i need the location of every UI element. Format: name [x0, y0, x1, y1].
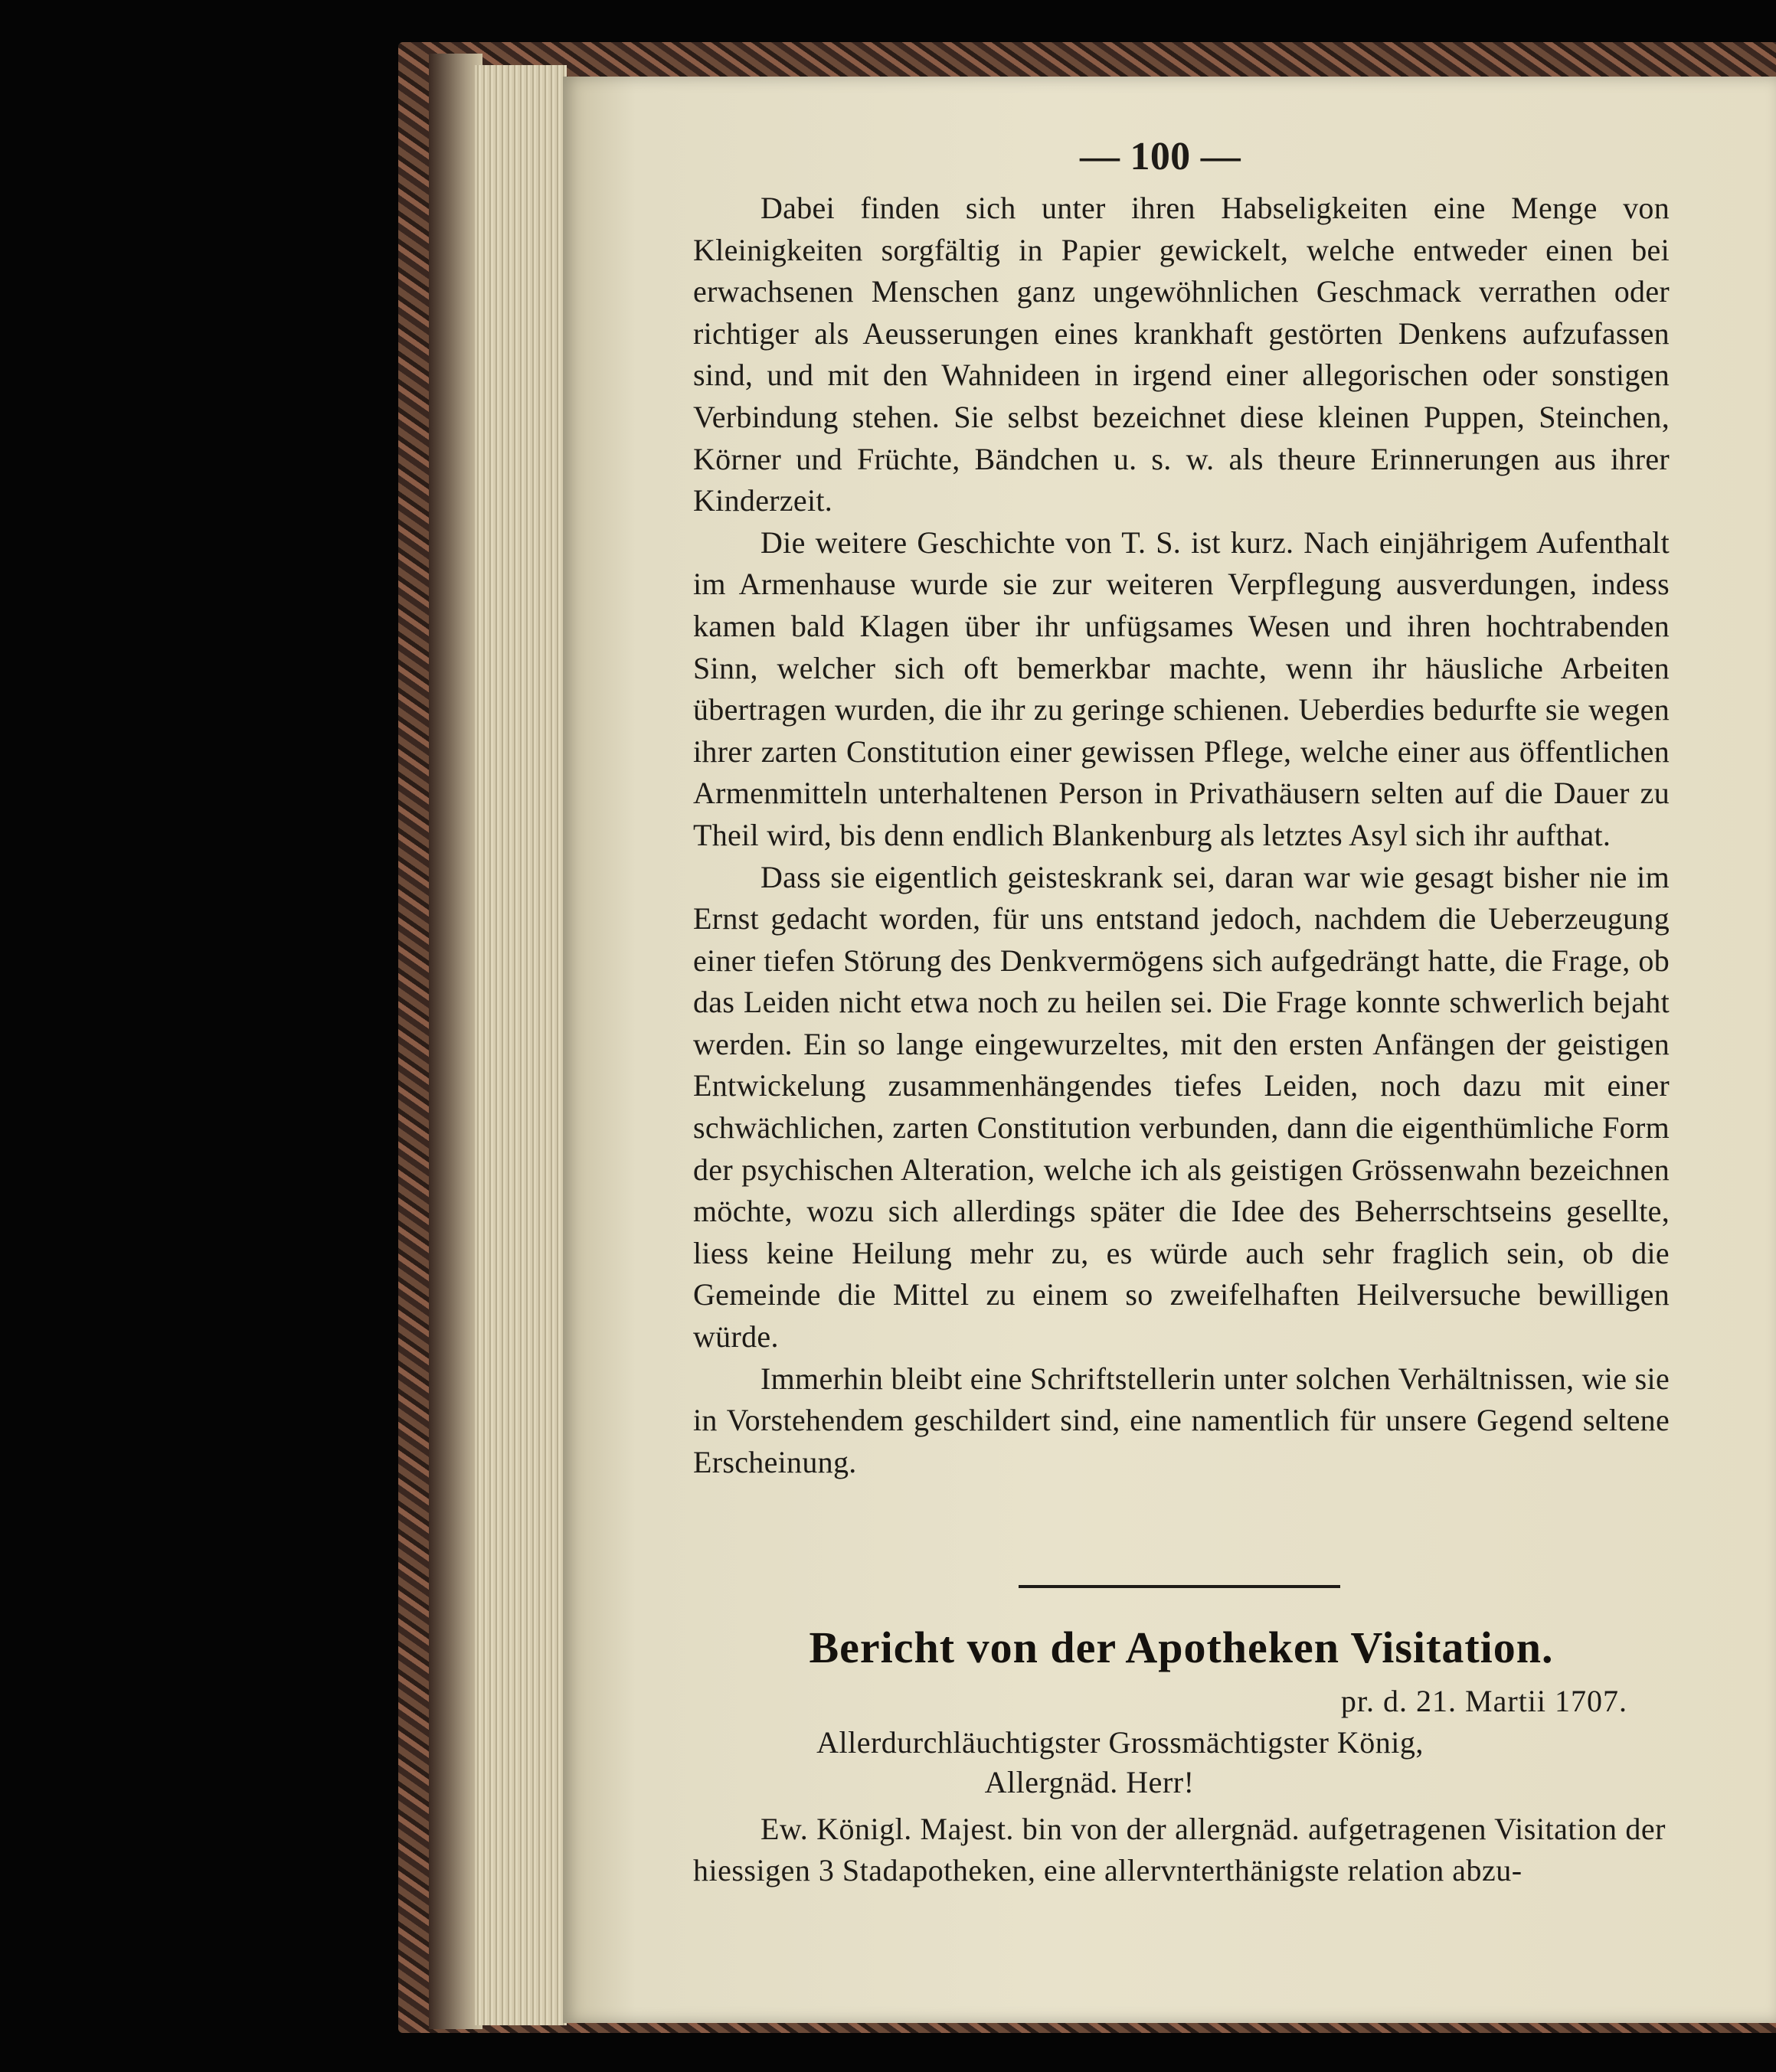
paragraph-2: Die weitere Geschichte von T. S. ist kurz. Nach einjährigem Aufenthalt im Armenhause wurde sie zur weiteren Verpflegung ausverdungen, indess kamen bald Klagen über ihr unfügsames Wesen und ihren hochtrabenden Sinn, welcher sich oft bemerkbar machte, wenn ihr häusliche Arbeiten übertragen wurden, die ihr zu geringe schienen. Ueberdies bedurfte sie wegen ihrer zarten Constitution einer gewissen Pflege, welche einer aus öffentlichen Armenmitteln unterhaltenen Person in Privathäusern selten auf die Dauer zu Theil wird, bis denn endlich Blankenburg als letztes Asyl sich ihr aufthat. [693, 525, 1670, 852]
paragraph-1: Dabei finden sich unter ihren Habseligkeiten eine Menge von Kleinigkeiten sorgfältig in Papier gewickelt, welche entweder einen bei erwachsenen Menschen ganz ungewöhnlichen Geschmack verrathen oder richtiger als Aeusserungen eines krankhaft gestörten Denkens aufzufassen sind, und mit den Wahnideen in irgend einer allegorischen oder sonstigen Verbindung stehen. Sie selbst bezeichnet diese kleinen Puppen, Steinchen, Körner und Früchte, Bändchen u. s. w. als theure Erinnerungen aus ihrer Kinderzeit. [693, 191, 1670, 518]
letter-body: Ew. Königl. Majest. bin von der allergnäd. aufgetragenen Visitation der hiessigen 3 Stadapotheken, eine allervnterthänigste relation abzu- [693, 1812, 1666, 1887]
page-number: — 100 — [1079, 135, 1241, 178]
page-stack [475, 65, 567, 2025]
paragraph-3: Dass sie eigentlich geisteskrank sei, daran war wie gesagt bisher nie im Ernst gedacht worden, für uns entstand jedoch, nachdem die Ueberzeugung einer tiefen Störung des Denkvermögens sich aufgedrängt hatte, die Frage, ob das Leiden nicht etwa noch zu heilen sei. Die Frage konnte schwerlich bejaht werden. Ein so lange eingewurzeltes, mit den ersten Anfängen der geistigen Entwickelung zusammenhängendes tiefes Leiden, noch dazu mit einer schwächlichen, zarten Constitution verbunden, dann die eigenthümliche Form der psychischen Alteration, welche ich als geistigen Grössenwahn bezeichnen möchte, wozu sich allerdings später die Idee des Beherrschtseins gesellte, liess keine Heilung mehr zu, es würde auch sehr fraglich sein, ob die Gemeinde die Mittel zu einem so zweifelhaften Heilversuche bewilligen würde. [693, 859, 1670, 1355]
article-title: Bericht von der Apotheken Visitation. [809, 1623, 1554, 1672]
paragraph-4: Immerhin bleibt eine Schriftstellerin unter solchen Verhältnissen, wie sie in Vorstehendem geschildert sind, eine namentlich für unsere Gegend seltene Erscheinung. [693, 1361, 1670, 1479]
body-text [693, 126, 1670, 1483]
salutation-line-1: Allerdurchläuchtigster Grossmächtigster König, [816, 1725, 1424, 1760]
section-divider [1019, 1585, 1340, 1588]
salutation-line-2: Allergnäd. Herr! [984, 1765, 1195, 1799]
dateline: pr. d. 21. Martii 1707. [1340, 1684, 1627, 1718]
